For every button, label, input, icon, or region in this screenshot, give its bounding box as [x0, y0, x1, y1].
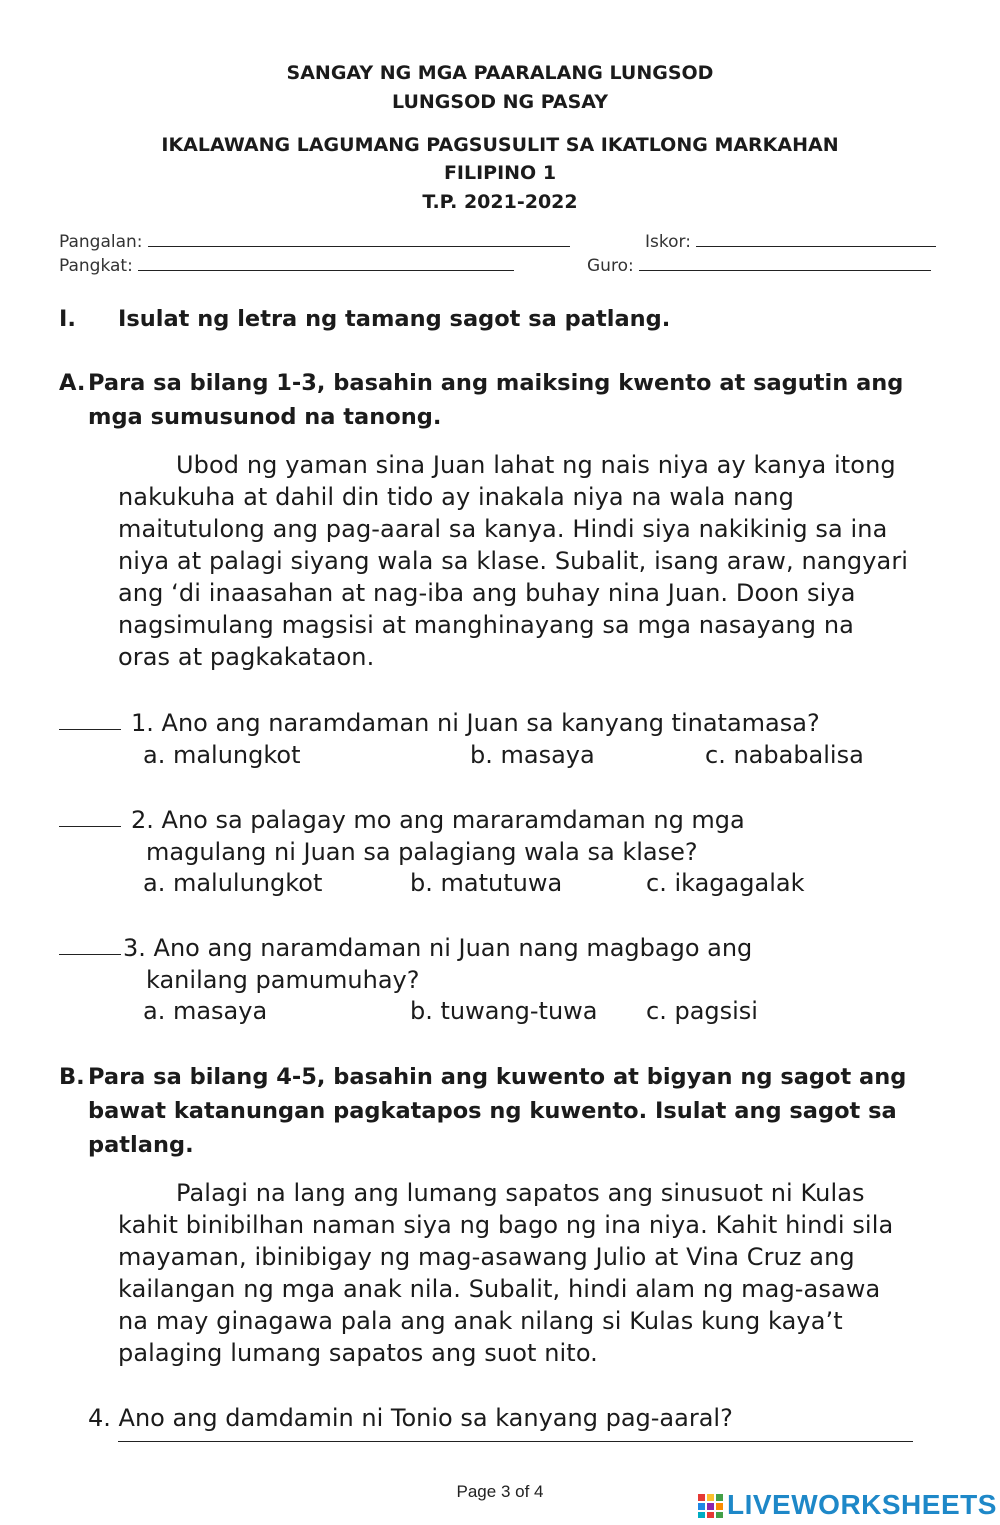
question-3 — [59, 932, 121, 959]
header-subject: FILIPINO 1 — [443, 162, 557, 184]
header-city: LUNGSOD NG PASAY — [392, 91, 608, 113]
section-a-instruction-line2: mga sumusunod na tanong. — [88, 404, 442, 430]
section-a-letter: A. — [59, 370, 86, 396]
section-b-instruction-line1: Para sa bilang 4-5, basahin ang kuwento at bigyan ng sagot ang — [88, 1064, 907, 1090]
section-b-letter: B. — [59, 1064, 85, 1090]
q1-option-c: c. nababalisa — [705, 741, 864, 769]
question-3-text-cont: kanilang pamumuhay? — [146, 966, 420, 994]
story-b-line: palaging lumang sapatos ang suot nito. — [118, 1339, 598, 1367]
pangkat-line[interactable] — [138, 256, 514, 271]
header-school-year: T.P. 2021-2022 — [422, 191, 578, 213]
q1-option-a: a. malungkot — [143, 741, 301, 769]
section-b-instruction-line2: bawat katanungan pagkatapos ng kuwento. Isulat ang sagot sa — [88, 1098, 897, 1124]
section-a-instruction-line1: Para sa bilang 1-3, basahin ang maiksing kwento at sagutin ang — [88, 370, 904, 396]
pangalan-field — [59, 232, 570, 252]
story-b-line: Palagi na lang ang lumang sapatos ang sinusuot ni Kulas — [176, 1179, 865, 1207]
guro-field — [587, 256, 931, 276]
story-b-line: na may ginagawa pala ang anak nilang si Kulas kung kaya’t — [118, 1307, 843, 1335]
guro-line[interactable] — [639, 256, 931, 271]
story-a-line: nakukuha at dahil din tido ay inakala niya na wala nang — [118, 483, 794, 511]
question-2-text-cont: magulang ni Juan sa palagiang wala sa klase? — [146, 838, 698, 866]
q2-option-c: c. ikagagalak — [646, 869, 805, 897]
story-a-line: Ubod ng yaman sina Juan lahat ng nais niya ay kanya itong — [176, 451, 896, 479]
header-exam-title: IKALAWANG LAGUMANG PAGSUSULIT SA IKATLONG MARKAHAN — [161, 134, 839, 156]
liveworksheets-logo-text: LIVEWORKSHEETS — [727, 1489, 997, 1520]
liveworksheets-logo-icon — [697, 1493, 725, 1519]
q2-option-b: b. matutuwa — [410, 869, 563, 897]
story-a-line: maitutulong ang pag-aaral sa kanya. Hindi siya nakikinig sa ina — [118, 515, 888, 543]
question-2-text: 2. Ano sa palagay mo ang mararamdaman ng mga — [131, 806, 745, 834]
iskor-field — [645, 232, 936, 252]
story-a-line: niya at palagi siyang wala sa klase. Subalit, isang araw, nangyari — [118, 547, 909, 575]
pangalan-line[interactable] — [148, 232, 570, 247]
pangkat-field — [59, 256, 514, 276]
guro-label: Guro: — [587, 256, 634, 276]
q3-option-c: c. pagsisi — [646, 997, 758, 1025]
answer-line-4[interactable] — [118, 1441, 913, 1442]
answer-blank-3[interactable] — [59, 932, 121, 955]
pangkat-label: Pangkat: — [59, 256, 133, 276]
answer-blank-2[interactable] — [59, 804, 121, 827]
story-b-line: mayaman, ibinibigay ng mag-asawang Julio at Vina Cruz ang — [118, 1243, 855, 1271]
answer-blank-1[interactable] — [59, 707, 121, 730]
question-1-text: 1. Ano ang naramdaman ni Juan sa kanyang tinatamasa? — [131, 709, 820, 737]
question-3-text: 3. Ano ang naramdaman ni Juan nang magbago ang — [123, 934, 753, 962]
section-i-instruction: Isulat ng letra ng tamang sagot sa patlang. — [118, 306, 671, 332]
section-b-instruction-line3: patlang. — [88, 1132, 194, 1158]
question-2 — [59, 804, 121, 831]
page-number: Page 3 of 4 — [456, 1482, 544, 1501]
question-1 — [59, 707, 121, 734]
story-a-line: oras at pagkakataon. — [118, 643, 375, 671]
question-4-text: 4. Ano ang damdamin ni Tonio sa kanyang pag-aaral? — [88, 1404, 733, 1432]
iskor-line[interactable] — [696, 232, 936, 247]
q1-option-b: b. masaya — [470, 741, 595, 769]
story-a-line: nagsimulang magsisi at manghinayang sa mga nasayang na — [118, 611, 854, 639]
section-i-number: I. — [59, 306, 76, 332]
iskor-label: Iskor: — [645, 232, 691, 252]
story-b-line: kailangan ng mga anak nila. Subalit, hindi alam ng mag-asawa — [118, 1275, 881, 1303]
header-school-division: SANGAY NG MGA PAARALANG LUNGSOD — [286, 62, 714, 84]
q3-option-b: b. tuwang-tuwa — [410, 997, 598, 1025]
story-b-line: kahit binibilhan naman siya ng bago ng ina niya. Kahit hindi sila — [118, 1211, 894, 1239]
story-a-line: ang ‘di inaasahan at nag-iba ang buhay nina Juan. Doon siya — [118, 579, 856, 607]
q2-option-a: a. malulungkot — [143, 869, 323, 897]
q3-option-a: a. masaya — [143, 997, 268, 1025]
pangalan-label: Pangalan: — [59, 232, 143, 252]
